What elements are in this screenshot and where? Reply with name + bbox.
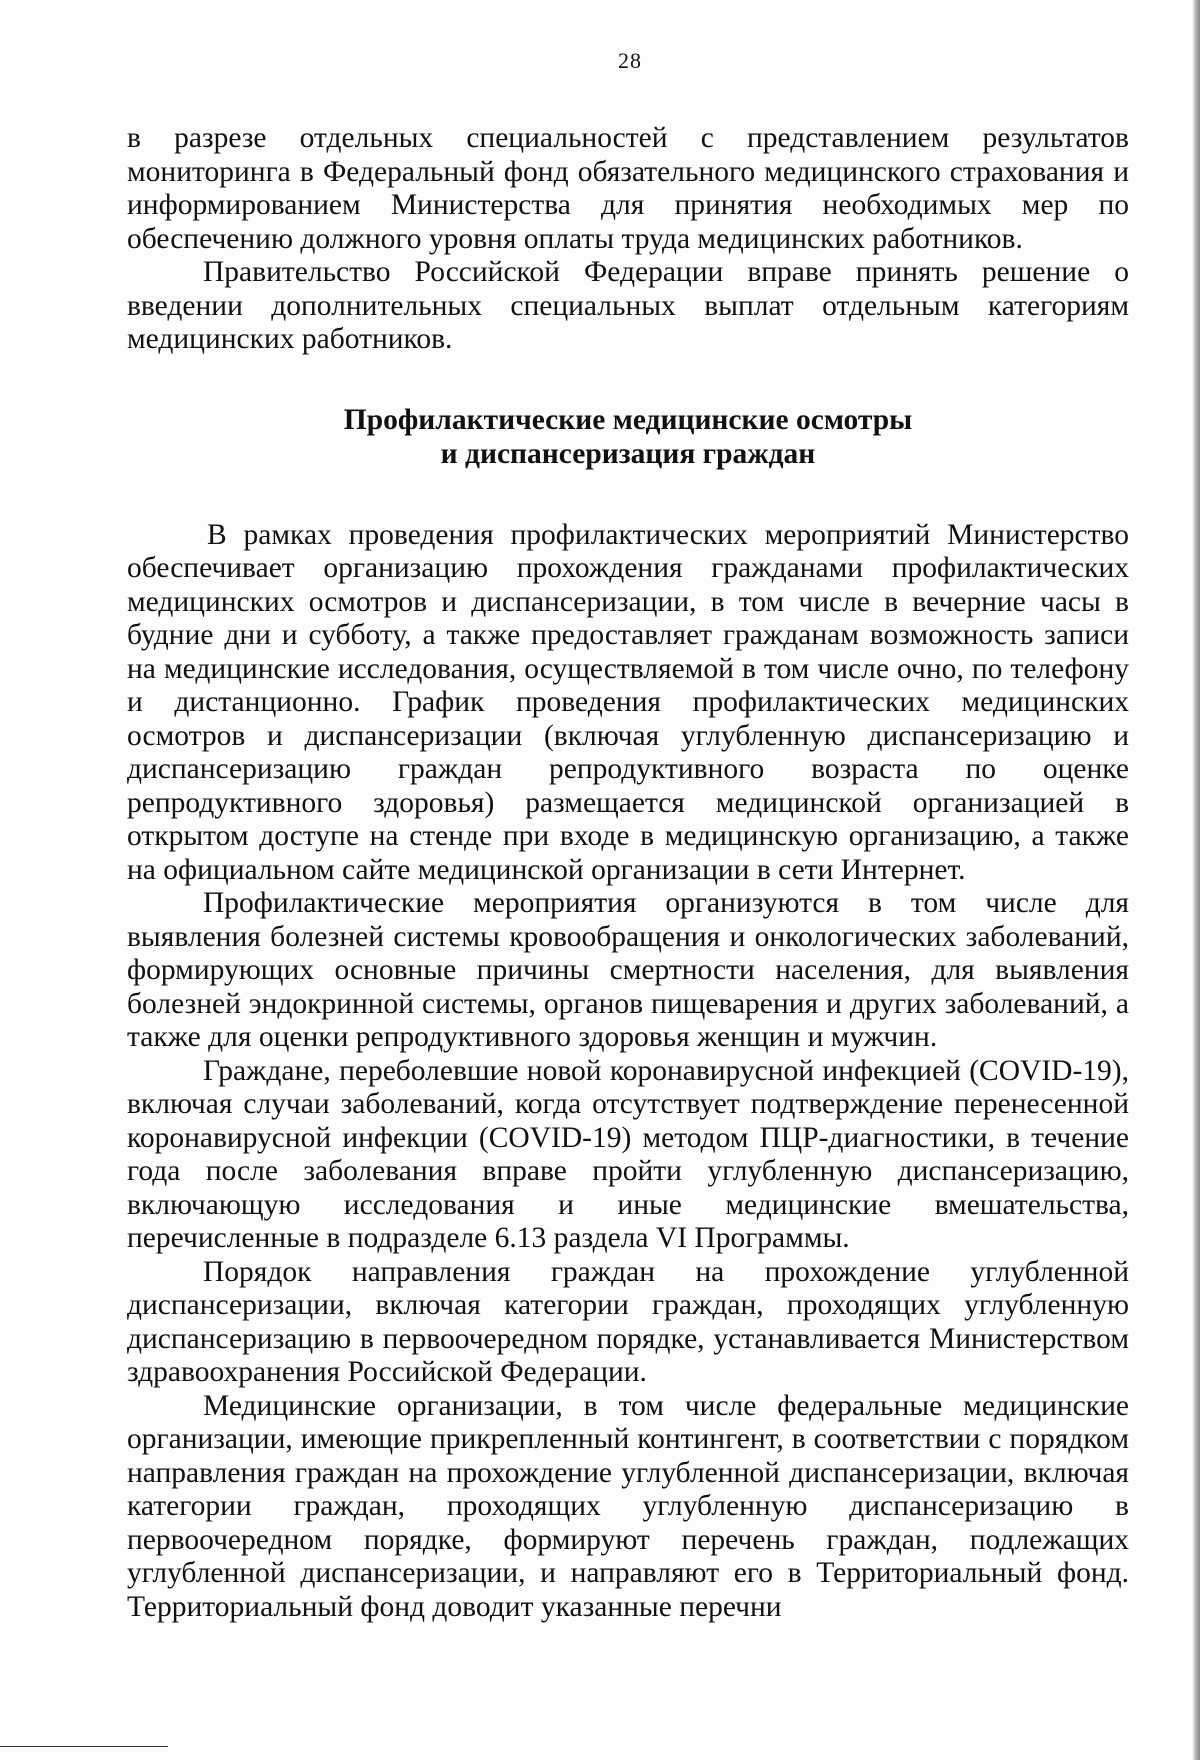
section-heading-line-1: Профилактические медицинские осмотры [343, 403, 913, 436]
paragraph-referral-order: Порядок направления граждан на прохождение углубленной диспансеризации, включая категории граждан, проходящих углубленную диспансеризацию в первоочередном порядке, устанавливается Министерством здравоохранения Российской Федерации. [127, 1255, 1129, 1388]
paragraph-covid-dispensary: Граждане, переболевшие новой коронавирусной инфекцией (COVID-19), включая случаи заболеваний, когда отсутствует подтверждение перенесенной коронавирусной инфекции (COVID-19) методом ПЦР-диагностики, в течение года после заболевания вправе пройти углубленную диспансеризацию, включающую исследования и иные медицинские вмешательства, перечисленные в подразделе 6.13 раздела VI Программы. [127, 1054, 1129, 1254]
page-number: 28 [618, 48, 642, 73]
section-heading [127, 403, 1129, 471]
paragraph-government-right: Правительство Российской Федерации вправе принять решение о введении дополнительных специальных выплат отдельным категориям медицинских работников. [127, 256, 1129, 355]
paragraph-preventive-purposes: Профилактические мероприятия организуются в том числе для выявления болезней системы кровообращения и онкологических заболеваний, формирующих основные причины смертности населения, для выявления болезней эндокринной системы, органов пищеварения и других заболеваний, а также для оценки репродуктивного здоровья женщин и мужчин. [127, 887, 1129, 1053]
scan-edge-shadow [1192, 0, 1200, 1760]
paragraph-preventive-measures: В рамках проведения профилактических мероприятий Министерство обеспечивает организацию прохождения гражданами профилактических медицинских осмотров и диспансеризации, в том числе в вечерние часы в будние дни и субботу, а также предоставляет гражданам возможность записи на медицинские исследования, осуществляемой в том числе очно, по телефону и дистанционно. График проведения профилактических медицинских осмотров и диспансеризации (включая углубленную диспансеризацию и диспансеризацию граждан репродуктивного возраста по оценке репродуктивного здоровья) размещается медицинской организацией в открытом доступе на стенде при входе в медицинскую организацию, а также на официальном сайте медицинской организации в сети Интернет. [127, 518, 1129, 886]
bottom-rule [0, 1746, 168, 1747]
page-content [127, 122, 1129, 1624]
paragraph-continuation: в разрезе отдельных специальностей с представлением результатов мониторинга в Федеральный фонд обязательного медицинского страхования и информированием Министерства для принятия необходимых мер по обеспечению должного уровня оплаты труда медицинских работников. [127, 122, 1129, 255]
section-heading-line-2: и диспансеризация граждан [440, 437, 816, 470]
paragraph-medical-organizations: Медицинские организации, в том числе федеральные медицинские организации, имеющие прикрепленный контингент, в соответствии с порядком направления граждан на прохождение углубленной диспансеризации, включая категории граждан, проходящих углубленную диспансеризацию в первоочередном порядке, формируют перечень граждан, подлежащих углубленной диспансеризации, и направляют его в Территориальный фонд. Территориальный фонд доводит указанные перечни [127, 1389, 1129, 1623]
